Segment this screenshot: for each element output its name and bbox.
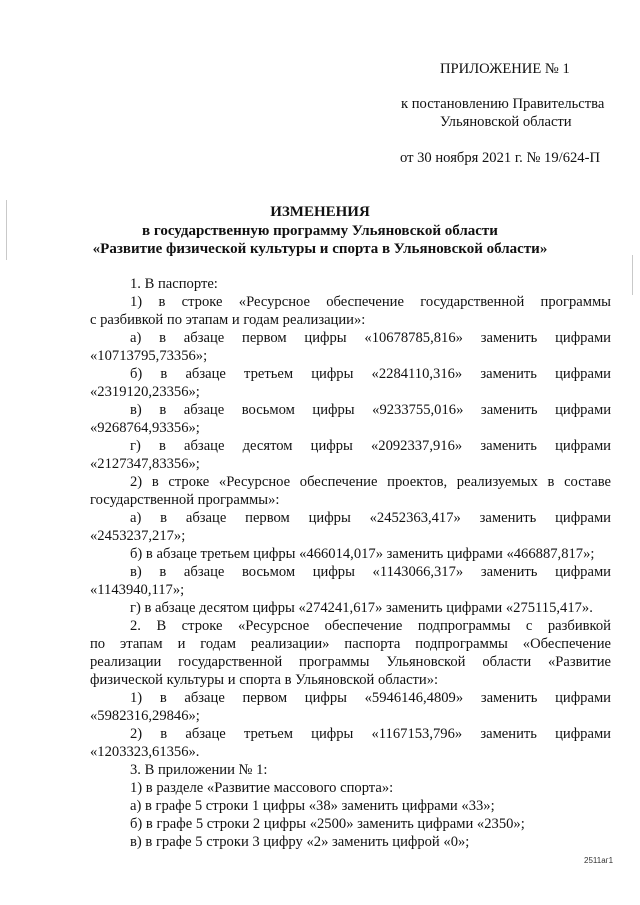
body-line: реализации государственной программы Ульяновской области «Развитие [90,654,611,670]
scan-edge-mark-right [632,255,633,295]
body-line: 2) в строке «Ресурсное обеспечение проектов, реализуемых в составе [130,474,611,490]
scan-edge-mark-left [6,200,7,260]
section-appendix-1: 3. В приложении № 1: [130,762,268,778]
body-line: г) в абзаце десятом цифры «2092337,916» заменить цифрами [130,438,611,454]
document-code: 2511аг1 [584,856,614,865]
appendix-heading: ПРИЛОЖЕНИЕ № 1 [440,61,570,77]
body-line: «1143940,117»; [90,582,185,598]
body-line: «2127347,83356»; [90,456,200,472]
body-line: г) в абзаце десятом цифры «274241,617» заменить цифрами «275115,417». [130,600,593,616]
body-line: «2453237,217»; [90,528,186,544]
body-line: в) в графе 5 строки 3 цифру «2» заменить цифрой «0»; [130,834,470,850]
body-line: в) в абзаце восьмом цифры «1143066,317» заменить цифрами [130,564,611,580]
body-line: а) в графе 5 строки 1 цифры «38» заменить цифрами «33»; [130,798,495,814]
body-line: «1203323,61356». [90,744,200,760]
resolution-date-number: от 30 ноября 2021 г. № 19/624-П [400,150,600,166]
body-line: «2319120,23356»; [90,384,200,400]
body-line: б) в абзаце третьем цифры «2284110,316» заменить цифрами [130,366,611,382]
body-line: 2. В строке «Ресурсное обеспечение подпрограммы с разбивкой [130,618,611,634]
section-passport: 1. В паспорте: [130,276,218,292]
body-line: с разбивкой по этапам и годам реализации»: [90,312,366,328]
body-line: а) в абзаце первом цифры «10678785,816» заменить цифрами [130,330,611,346]
body-line: а) в абзаце первом цифры «2452363,417» заменить цифрами [130,510,611,526]
body-line: б) в абзаце третьем цифры «466014,017» заменить цифрами «466887,817»; [130,546,595,562]
body-line: «10713795,73356»; [90,348,208,364]
region-name: Ульяновской области [440,114,572,130]
body-line: 1) в абзаце первом цифры «5946146,4809» заменить цифрами [130,690,611,706]
body-line: «5982316,29846»; [90,708,200,724]
body-line: государственной программы»: [90,492,280,508]
body-line: физической культуры и спорта в Ульяновской области»: [90,672,439,688]
body-line: «9268764,93356»; [90,420,200,436]
body-line: в) в абзаце восьмом цифры «9233755,016» заменить цифрами [130,402,611,418]
body-line: по этапам и годам реализации» паспорта подпрограммы «Обеспечение [90,636,611,652]
program-name: «Развитие физической культуры и спорта в Ульяновской области» [92,241,548,257]
body-line: 2) в абзаце третьем цифры «1167153,796» заменить цифрами [130,726,611,742]
document-title: ИЗМЕНЕНИЯ [270,204,370,220]
body-line: б) в графе 5 строки 2 цифры «2500» заменить цифрами «2350»; [130,816,525,832]
body-line: 1) в разделе «Развитие массового спорта»: [130,780,394,796]
document-subtitle: в государственную программу Ульяновской области [142,223,498,239]
body-line: 1) в строке «Ресурсное обеспечение государственной программы [130,294,611,310]
resolution-reference: к постановлению Правительства [401,96,605,112]
